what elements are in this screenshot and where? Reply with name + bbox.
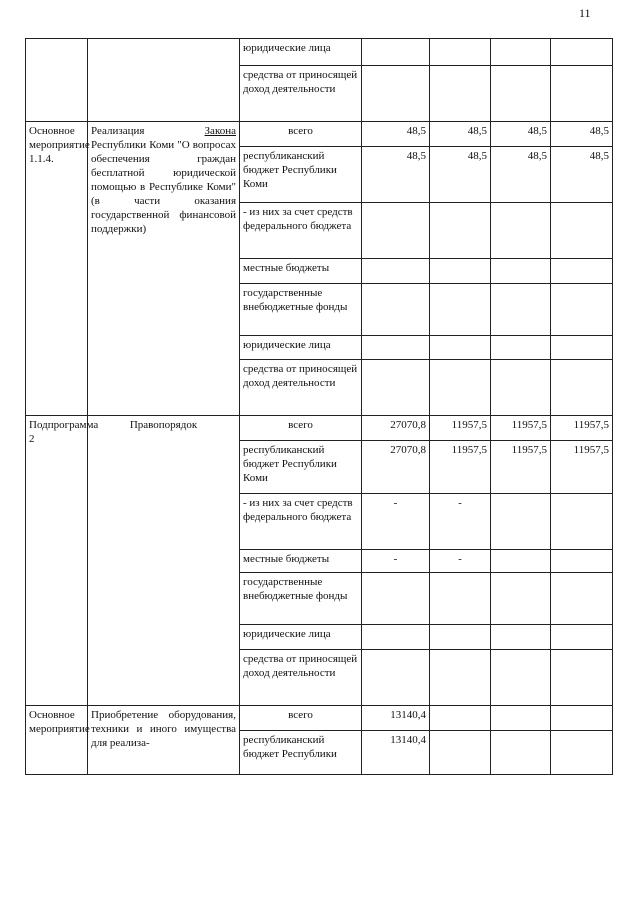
value-cell: 11957,5 <box>551 441 613 494</box>
value-cell: 11957,5 <box>491 441 551 494</box>
value-cell: - <box>430 550 491 573</box>
value-cell <box>491 284 551 336</box>
value-cell: - <box>430 494 491 550</box>
funding-source-cell: юридические лица <box>240 625 362 650</box>
budget-table <box>25 38 613 775</box>
value-cell: 13140,4 <box>362 731 430 775</box>
value-cell <box>551 573 613 625</box>
value-cell <box>551 336 613 360</box>
value-cell <box>362 360 430 416</box>
funding-source-cell: средства от приносящей доход деятельности <box>240 360 362 416</box>
value-cell <box>551 706 613 731</box>
value-cell: 48,5 <box>491 147 551 203</box>
table-row <box>26 39 613 66</box>
value-cell <box>491 573 551 625</box>
law-link[interactable]: Закона <box>204 125 236 137</box>
value-cell <box>551 360 613 416</box>
value-cell <box>551 39 613 66</box>
funding-source-cell: - из них за счет средств федерального бюджета <box>240 203 362 259</box>
name-text: Реализация <box>91 125 205 137</box>
name-cell <box>88 39 240 122</box>
funding-source-cell: государственные внебюджетные фонды <box>240 573 362 625</box>
value-cell: 48,5 <box>491 122 551 147</box>
status-cell: Подпрограмма 2 <box>26 416 88 706</box>
value-cell <box>551 284 613 336</box>
value-cell <box>362 203 430 259</box>
value-cell: 27070,8 <box>362 441 430 494</box>
value-cell <box>362 336 430 360</box>
funding-source-cell: местные бюджеты <box>240 550 362 573</box>
value-cell <box>491 203 551 259</box>
value-cell <box>430 360 491 416</box>
value-cell <box>430 573 491 625</box>
value-cell <box>551 203 613 259</box>
value-cell <box>362 650 430 706</box>
value-cell <box>362 625 430 650</box>
status-cell: Основное мероприятие <box>26 706 88 775</box>
value-cell <box>491 360 551 416</box>
value-cell: 48,5 <box>430 122 491 147</box>
funding-source-cell: всего <box>240 706 362 731</box>
value-cell <box>491 336 551 360</box>
value-cell <box>362 284 430 336</box>
value-cell <box>491 494 551 550</box>
value-cell: 48,5 <box>551 122 613 147</box>
value-cell: 11957,5 <box>430 416 491 441</box>
name-cell <box>88 122 240 416</box>
funding-source-cell: средства от приносящей доход деятельности <box>240 650 362 706</box>
value-cell <box>430 706 491 731</box>
funding-source-cell: юридические лица <box>240 336 362 360</box>
value-cell <box>491 731 551 775</box>
value-cell: 13140,4 <box>362 706 430 731</box>
value-cell <box>491 706 551 731</box>
value-cell: 48,5 <box>362 122 430 147</box>
funding-source-cell: - из них за счет средств федерального бюджета <box>240 494 362 550</box>
value-cell <box>362 259 430 284</box>
funding-source-cell: всего <box>240 122 362 147</box>
value-cell <box>551 66 613 122</box>
value-cell: 48,5 <box>362 147 430 203</box>
status-cell: Основное мероприятие 1.1.4. <box>26 122 88 416</box>
status-cell <box>26 39 88 122</box>
value-cell <box>551 625 613 650</box>
funding-source-cell: республиканский бюджет Республики Коми <box>240 147 362 203</box>
value-cell <box>491 650 551 706</box>
value-cell <box>551 731 613 775</box>
value-cell <box>430 203 491 259</box>
value-cell <box>491 550 551 573</box>
value-cell <box>551 650 613 706</box>
value-cell <box>551 550 613 573</box>
funding-source-cell: государственные внебюджетные фонды <box>240 284 362 336</box>
value-cell <box>491 625 551 650</box>
value-cell <box>362 66 430 122</box>
value-cell <box>430 625 491 650</box>
funding-source-cell: республиканский бюджет Республики <box>240 731 362 775</box>
value-cell: 27070,8 <box>362 416 430 441</box>
value-cell: 48,5 <box>551 147 613 203</box>
value-cell <box>491 39 551 66</box>
name-cell: Приобретение оборудования, техники и иного имущества для реализа- <box>88 706 240 775</box>
value-cell <box>430 39 491 66</box>
value-cell <box>362 39 430 66</box>
page-number: 11 <box>579 6 591 20</box>
value-cell <box>430 731 491 775</box>
value-cell <box>430 259 491 284</box>
table-row <box>26 416 613 441</box>
name-cell: Правопорядок <box>88 416 240 706</box>
funding-source-cell: местные бюджеты <box>240 259 362 284</box>
value-cell: - <box>362 550 430 573</box>
funding-source-cell: юридические лица <box>240 39 362 66</box>
value-cell: 11957,5 <box>430 441 491 494</box>
value-cell <box>551 259 613 284</box>
funding-source-cell: средства от приносящей доход деятельности <box>240 66 362 122</box>
value-cell <box>430 336 491 360</box>
value-cell <box>551 494 613 550</box>
value-cell: 11957,5 <box>551 416 613 441</box>
funding-source-cell: всего <box>240 416 362 441</box>
value-cell <box>430 650 491 706</box>
value-cell: 48,5 <box>430 147 491 203</box>
value-cell <box>491 259 551 284</box>
value-cell: - <box>362 494 430 550</box>
table-row <box>26 706 613 731</box>
table-row <box>26 122 613 147</box>
value-cell <box>491 66 551 122</box>
value-cell <box>362 573 430 625</box>
name-text: Республики Коми "О вопросах обеспечения граждан бесплатной юридической помощью в Республике Коми" (в части оказания государственной финансовой поддержки) <box>91 139 236 235</box>
value-cell <box>430 66 491 122</box>
value-cell <box>430 284 491 336</box>
funding-source-cell: республиканский бюджет Республики Коми <box>240 441 362 494</box>
value-cell: 11957,5 <box>491 416 551 441</box>
